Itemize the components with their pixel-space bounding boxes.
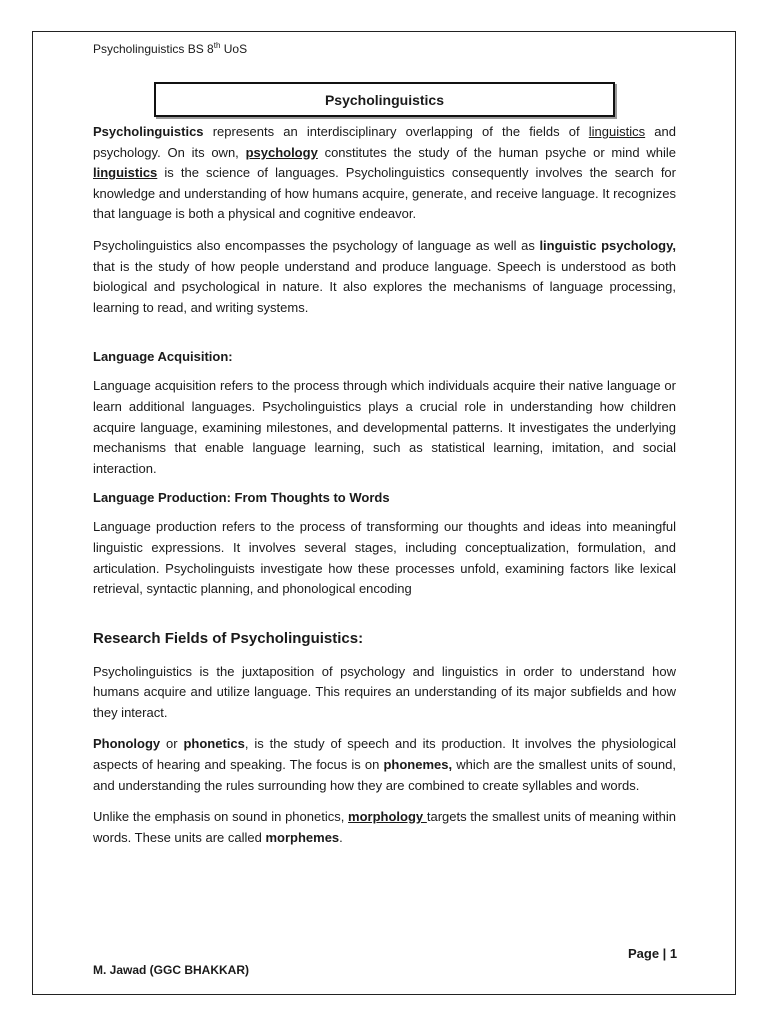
paragraph-encompasses [93, 236, 676, 318]
term-phonology: Phonology [93, 736, 161, 752]
text-run: is the science of languages. Psycholinguistics consequently involves the search for knowledge and understanding of how humans acquire, generate, and receive language. It recognizes that language is both a physical and cognitive endeavor. [93, 165, 676, 222]
heading-research-fields: Research Fields of Psycholinguistics: [93, 629, 364, 647]
text-run: , is the study of speech and its production. It involves the physiological aspects of hearing and speaking. The focus is on [93, 736, 676, 773]
text-run: targets the smallest units of meaning within words. These units are called [93, 809, 676, 845]
paragraph-research: Psycholinguistics is the juxtaposition of psychology and linguistics in order to understand how humans acquire and utilize language. This requires an understanding of its major subfields and how they interact. [93, 663, 676, 720]
document-body [93, 122, 676, 859]
text-run: Psycholinguistics also encompasses the psychology of language as well as [93, 237, 540, 253]
term-morphology-link[interactable]: morphology [348, 809, 427, 825]
term-psycholinguistics: Psycholinguistics [93, 124, 204, 139]
heading-language-production: Language Production: From Thoughts to Words [93, 490, 390, 506]
footer-author: M. Jawad (GGC BHAKKAR) [93, 963, 250, 977]
page-title: Psycholinguistics [154, 82, 615, 117]
term-phonemes: phonemes, [383, 757, 453, 773]
term-phonetics: phonetics [183, 736, 245, 752]
paragraph-acquisition: Language acquisition refers to the process through which individuals acquire their native language or learn additional languages. Psycholinguistics plays a crucial role in understanding how children acquire language, examining milestones, and developmental patterns. It investigates the underlying mechanisms that enable language learning, such as statistical learning, imitation, and social interaction. [93, 378, 676, 476]
text-run: and psychology. On its own, [93, 124, 676, 160]
header-course-suffix: UoS [220, 42, 248, 56]
text-run: that is the study of how people understand and produce language. Speech is understood as both biological and psychological in nature. It also explores the mechanisms of language processing, learning to read, and writing systems. [93, 258, 676, 315]
paragraph-phonology [93, 734, 676, 796]
term-psychology-link[interactable]: psychology [245, 144, 318, 160]
term-morphemes: morphemes [265, 829, 340, 845]
paragraph-intro [93, 122, 676, 225]
header-course: Psycholinguistics BS 8 [93, 42, 214, 56]
text-run: which are the smallest units of sound, and understanding the rules surrounding how they are combined to create syllables and words. [93, 757, 676, 793]
text-run: Unlike the emphasis on sound in phonetics, [93, 809, 349, 825]
text-run: constitutes the study of the human psyche or mind while [317, 144, 676, 160]
text-run: . [339, 829, 343, 845]
header-course-sup: th [213, 41, 221, 50]
text-run: represents an interdisciplinary overlapping of the fields of [203, 124, 589, 139]
heading-language-acquisition: Language Acquisition: [93, 349, 233, 365]
term-linguistic-psychology: linguistic psychology, [539, 237, 676, 253]
term-linguistics-link[interactable]: linguistics [588, 124, 646, 139]
text-run: or [160, 736, 184, 752]
paragraph-morphology [93, 807, 676, 848]
term-linguistics-link-2[interactable]: linguistics [93, 165, 158, 181]
paragraph-production: Language production refers to the process of transforming our thoughts and ideas into meaningful linguistic expressions. It involves several stages, including conceptualization, formulation, and articulation. Psycholinguists investigate how these processes unfold, examining factors like lexical retrieval, syntactic planning, and phonological encoding [93, 519, 676, 597]
page-number: Page | 1 [628, 946, 678, 961]
running-header [93, 42, 247, 56]
